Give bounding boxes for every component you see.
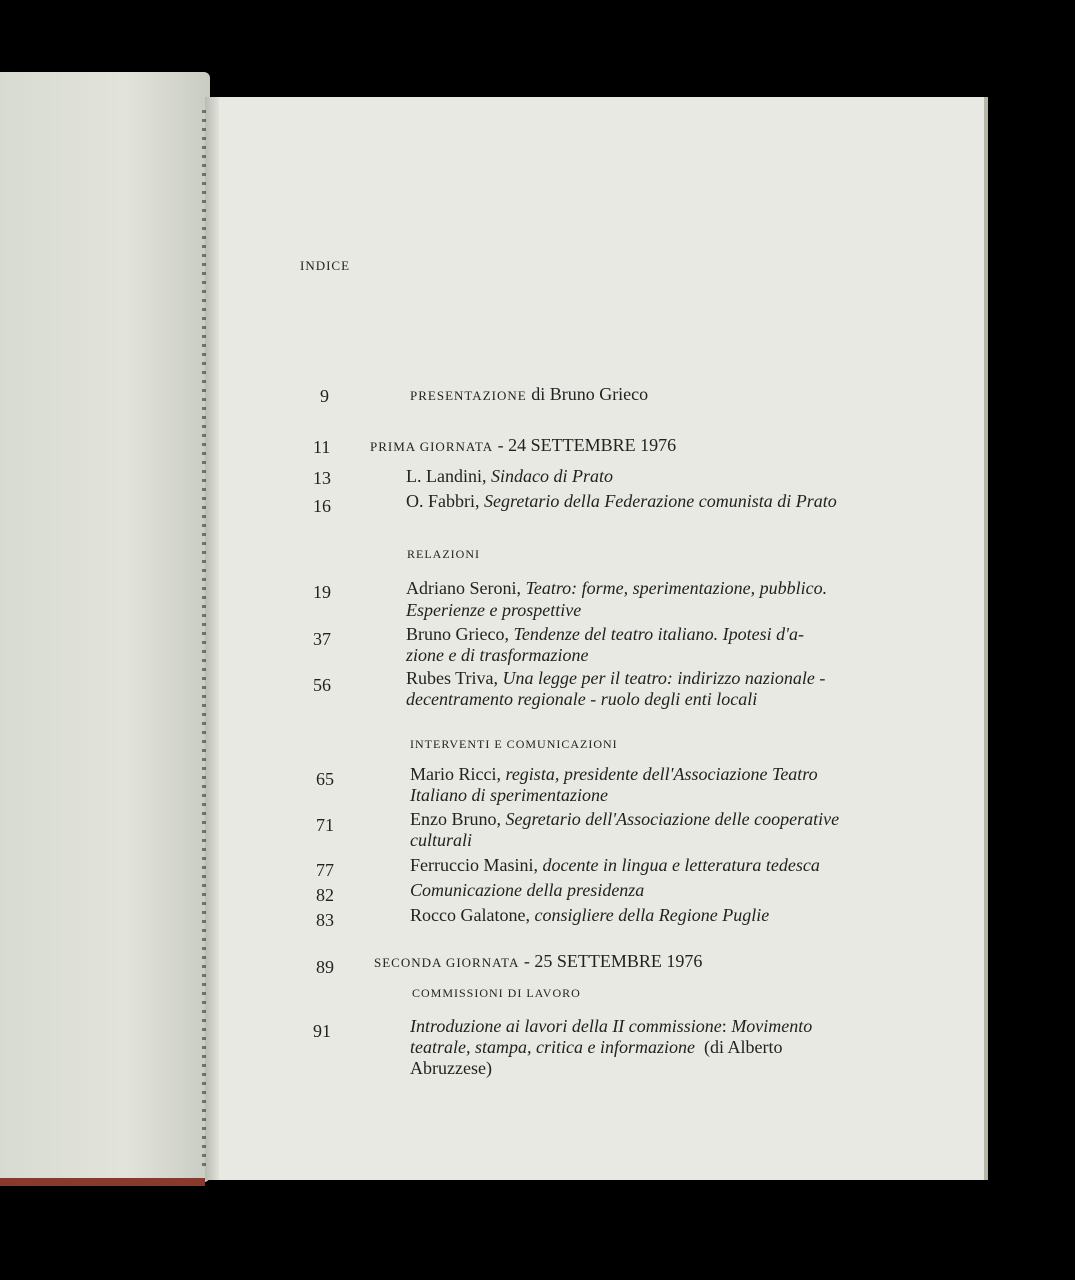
toc-entry-line2 [410, 1037, 782, 1058]
entry-author: Rubes Triva, [406, 668, 503, 688]
toc-entry-line2 [410, 830, 472, 851]
toc-entry [410, 905, 769, 926]
entry-page-number: 89 [316, 957, 334, 977]
entry-title: Segretario dell'Associazione delle cooperative [505, 809, 840, 829]
entry-text: - 25 SETTEMBRE 1976 [519, 951, 703, 971]
entry-title-line2: decentramento regionale - ruolo degli enti locali [406, 689, 758, 709]
entry-title: regista, presidente dell'Associazione Teatro [505, 764, 818, 784]
book-gutter [205, 97, 219, 1180]
index-heading: INDICE [300, 258, 351, 273]
entry-author: Mario Ricci, [410, 764, 506, 784]
entry-title-cont: Movimento [731, 1016, 813, 1036]
entry-page-number: 37 [313, 629, 331, 649]
toc-entry [406, 668, 825, 689]
toc-entry-line2 [410, 785, 608, 806]
entry-page-number: 16 [313, 496, 331, 516]
entry-label: PRIMA GIORNATA [370, 439, 494, 454]
entry-page-number: 91 [313, 1021, 331, 1041]
entry-title: consigliere della Regione Puglie [534, 905, 770, 925]
entry-title: docente in lingua e letteratura tedesca [542, 855, 820, 875]
entry-page-number: 56 [313, 675, 331, 695]
entry-page-number: 65 [316, 769, 334, 789]
toc-entry [410, 809, 839, 830]
entry-page-number: 19 [313, 582, 331, 602]
section-heading-commissioni: COMMISSIONI DI LAVORO [412, 986, 581, 1000]
entry-author: Bruno Grieco, [406, 624, 514, 644]
section-heading-interventi: INTERVENTI E COMUNICAZIONI [410, 737, 618, 751]
toc-entry [406, 466, 613, 487]
page-edge [984, 97, 988, 1180]
entry-title-line2: culturali [410, 830, 472, 850]
spine-stitching [202, 110, 206, 1170]
toc-entry-line2 [406, 645, 589, 666]
entry-page-number: 9 [320, 386, 329, 406]
entry-page-number: 77 [316, 860, 334, 880]
entry-author: O. Fabbri, [406, 491, 484, 511]
toc-entry [410, 384, 648, 405]
entry-author: Rocco Galatone, [410, 905, 535, 925]
entry-author: L. Landini, [406, 466, 491, 486]
toc-entry [410, 855, 820, 876]
toc-entry [374, 951, 702, 972]
left-cover-edge [0, 1178, 205, 1186]
toc-entry [410, 764, 818, 785]
entry-title: Comunicazione della presidenza [410, 880, 645, 900]
entry-author-note: (di Alberto [694, 1037, 783, 1057]
entry-title-line2: Italiano di sperimentazione [410, 785, 608, 805]
toc-entry-line2 [406, 689, 757, 710]
entry-label: SECONDA GIORNATA [374, 955, 520, 970]
entry-title: Tendenze del teatro italiano. Ipotesi d'a- [513, 624, 804, 644]
entry-author-note-line3: Abruzzese) [410, 1058, 492, 1078]
toc-entry [406, 491, 837, 512]
entry-title: Sindaco di Prato [490, 466, 613, 486]
left-page [0, 72, 210, 1182]
toc-entry [410, 1016, 812, 1037]
entry-author: Ferruccio Masini, [410, 855, 543, 875]
entry-separator: : [721, 1016, 732, 1036]
toc-entry-line3 [410, 1058, 492, 1079]
entry-title-line2: zione e di trasformazione [406, 645, 589, 665]
entry-page-number: 71 [316, 815, 334, 835]
entry-page-number: 13 [313, 468, 331, 488]
entry-page-number: 83 [316, 910, 334, 930]
entry-author: Adriano Seroni, [406, 578, 526, 598]
toc-entry [410, 880, 644, 901]
entry-title: Segretario della Federazione comunista di Prato [484, 491, 837, 511]
entry-page-number: 11 [313, 437, 331, 457]
entry-title-line2: Esperienze e prospettive [406, 600, 582, 620]
entry-text: - 24 SETTEMBRE 1976 [493, 435, 677, 455]
entry-title: Una legge per il teatro [502, 668, 667, 688]
entry-title: Teatro [525, 578, 572, 598]
entry-text: di Bruno Grieco [526, 384, 649, 404]
toc-entry-line2 [406, 600, 581, 621]
entry-title-cont: : forme, sperimentazione, pubblico. [571, 578, 828, 598]
entry-label: PRESENTAZIONE [410, 388, 527, 403]
section-heading-relazioni: RELAZIONI [407, 547, 480, 561]
entry-title-cont: : indirizzo nazionale - [666, 668, 826, 688]
entry-title: Introduzione ai lavori della II commissione [410, 1016, 722, 1036]
entry-author: Enzo Bruno, [410, 809, 506, 829]
entry-page-number: 82 [316, 885, 334, 905]
toc-entry [406, 624, 804, 645]
toc-entry [370, 435, 676, 456]
toc-entry [406, 578, 827, 599]
entry-title-line2: teatrale, stampa, critica e informazione [410, 1037, 695, 1057]
